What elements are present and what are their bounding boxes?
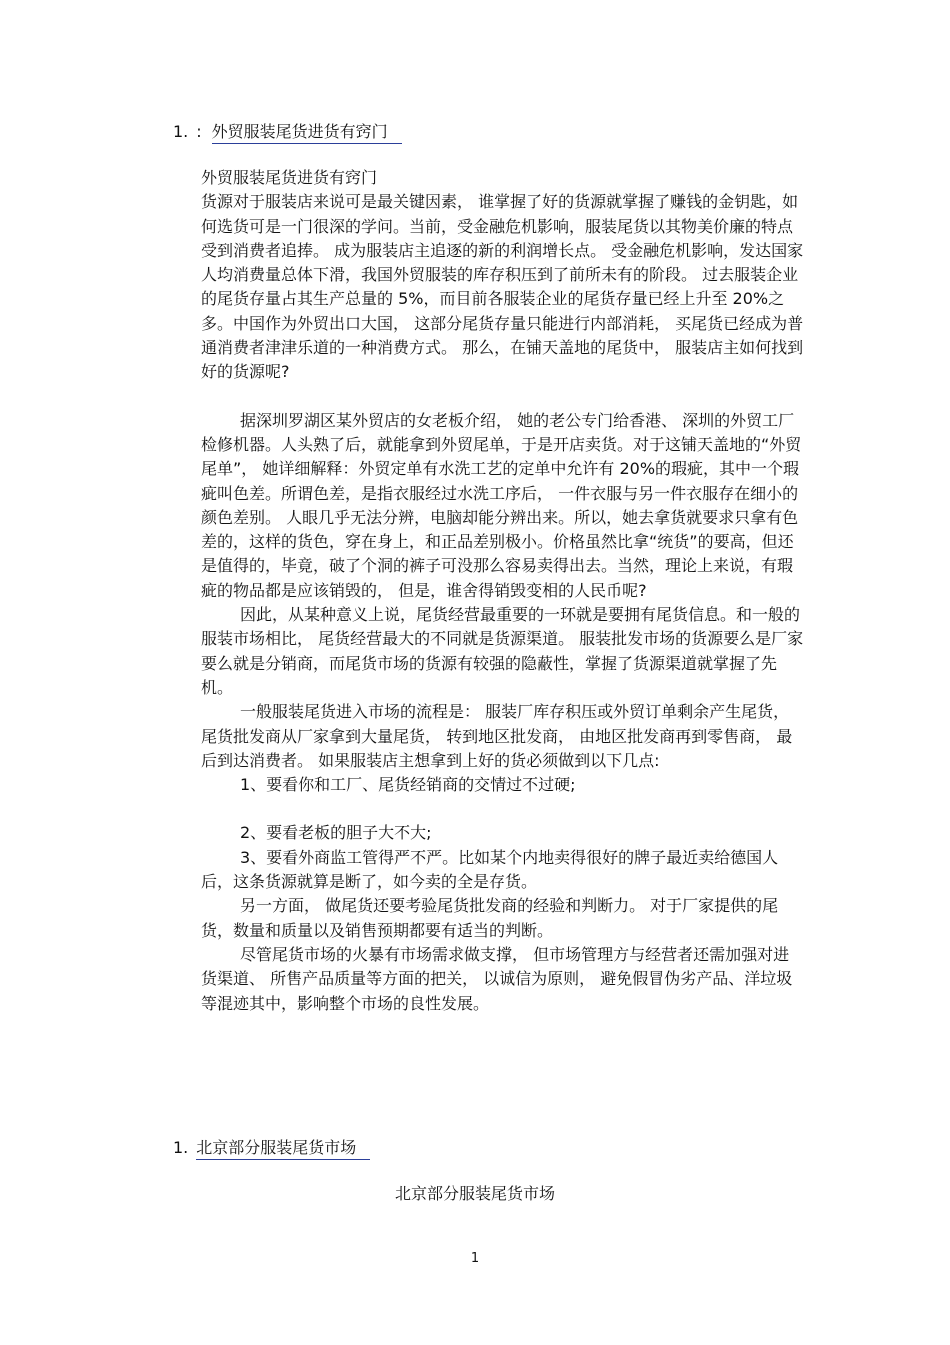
page-number: 1 <box>470 1251 480 1266</box>
heading-separator: : <box>196 122 202 141</box>
list-item-2: 2、要看老板的胆子大不大; <box>240 823 432 843</box>
toc-heading-2 <box>173 1138 370 1160</box>
heading-link-foreign-trade[interactable]: 外贸服装尾货进货有窍门 <box>212 122 402 144</box>
paragraph-judgment: 另一方面， 做尾货还要考验尾货批发商的经验和判断力。 对于厂家提供的尾货，数量和质量以及销售预期都要有适当的判断。 <box>201 896 779 940</box>
article-title: 外贸服装尾货进货有窍门 <box>201 168 378 187</box>
list-item-3: 3、要看外商监工管得严不严。比如某个内地卖得很好的牌子最近卖给德国人后，这条货源就算是断了，如今卖的全是存货。 <box>201 847 779 892</box>
toc-heading-1 <box>173 122 402 144</box>
paragraph-channel: 因此，从某种意义上说，尾货经营最重要的一环就是要拥有尾货信息。和一般的服装市场相比， 尾货经营最大的不同就是货源渠道。 服装批发市场的货源要么是厂家要么就是分销商，而尾货市场的货源有较强的隐蔽性，掌握了货源渠道就掌握了先机。 <box>201 605 804 697</box>
article-body <box>201 166 805 1016</box>
paragraph-process: 一般服装尾货进入市场的流程是： 服装厂库存积压或外贸订单剩余产生尾货，尾货批发商从厂家拿到大量尾货， 转到地区批发商， 由地区批发商再到零售商， 最后到达消费者。 如果服装店主想拿到上好的货必须做到以下几点: <box>201 702 793 770</box>
paragraph-intro: 货源对于服装店来说可是最关键因素， 谁掌握了好的货源就掌握了赚钱的金钥匙，如何选货可是一门很深的学问。当前，受金融危机影响，服装尾货以其物美价廉的特点受到消费者追捧。 成为服装店主追逐的新的利润增长点。 受金融危机影响，发达国家人均消费量总体下滑，我国外贸服装的库存积压到了前所未有的阶段。 过去服装企业的尾货存量占其生产总量的 5%，而目前各服装企业的尾货存量已经上升至 20%之多。中国作为外贸出口大国， 这部分尾货存量只能进行内部消耗， 买尾货已经成为普通消费者津津乐道的一种消费方式。 那么，在铺天盖地的尾货中， 服装店主如何找到好的货源呢? <box>201 192 804 382</box>
section-subtitle: 北京部分服装尾货市场 <box>394 1184 555 1203</box>
heading-link-beijing-market[interactable]: 北京部分服装尾货市场 <box>196 1138 370 1160</box>
list-item-1: 1、要看你和工厂、尾货经销商的交情过不过硬; <box>240 775 576 795</box>
heading-number: 1. <box>173 122 189 141</box>
heading-number: 1. <box>173 1138 189 1157</box>
paragraph-conclusion: 尽管尾货市场的火暴有市场需求做支撑， 但市场管理方与经营者还需加强对进货渠道、 所售产品质量等方面的把关， 以诚信为原则， 避免假冒伪劣产品、洋垃圾等混迹其中，影响整个市场的良性发展。 <box>201 944 793 1013</box>
paragraph-shenzhen: 据深圳罗湖区某外贸店的女老板介绍， 她的老公专门给香港、 深圳的外贸工厂检修机器。人头熟了后，就能拿到外贸尾单，于是开店卖货。对于这铺天盖地的“外贸尾单”， 她详细解释：外贸定单有水洗工艺的定单中允许有 20%的瑕疵，其中一个瑕疵叫色差。所谓色差，是指衣服经过水洗工序后， 一件衣服与另一件衣服存在细小的颜色差别。 人眼几乎无法分辨，电脑却能分辨出来。所以，她去拿货就要求只拿有色差的，这样的货色，穿在身上，和正品差别极小。价格虽然比拿“统货”的要高，但还是值得的，毕竟，破了个洞的裤子可没那么容易卖得出去。当然，理论上来说，有瑕疵的物品都是应该销毁的， 但是，谁舍得销毁变相的人民币呢? <box>201 410 802 600</box>
